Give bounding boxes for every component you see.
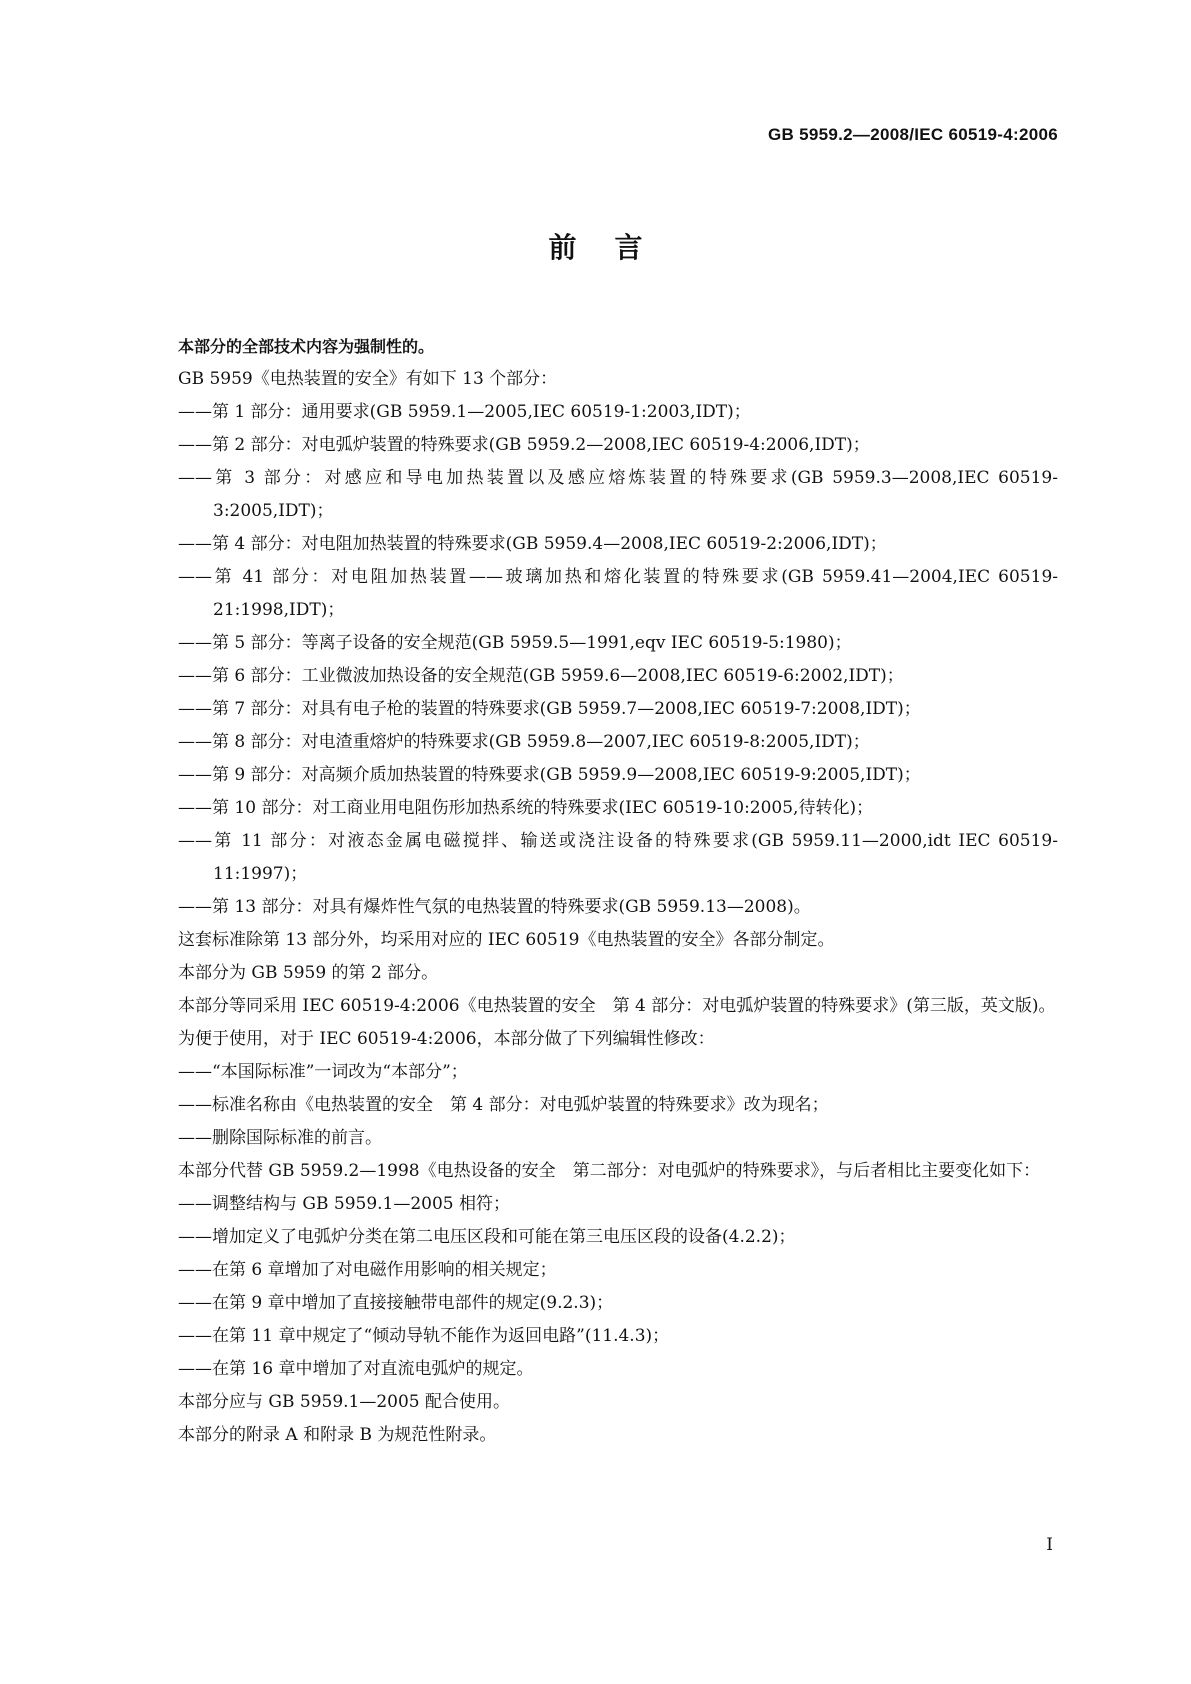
editorial-change-item: ——标准名称由《电热装置的安全 第 4 部分：对电弧炉装置的特殊要求》改为现名； bbox=[178, 1095, 829, 1115]
part-item-2: ——第 2 部分：对电弧炉装置的特殊要求(GB 5959.2—2008,IEC 60519-4:2006,IDT)； bbox=[178, 435, 870, 455]
main-change-item: ——在第 11 章中规定了“倾动导轨不能作为返回电路”(11.4.3)； bbox=[178, 1326, 670, 1346]
equivalent-paragraph: 本部分等同采用 IEC 60519-4:2006《电热装置的安全 第 4 部分：对电弧炉装置的特殊要求》(第三版，英文版)。 bbox=[178, 996, 1056, 1016]
annex-paragraph: 本部分的附录 A 和附录 B 为规范性附录。 bbox=[178, 1425, 497, 1445]
main-change-item: ——在第 16 章中增加了对直流电弧炉的规定。 bbox=[178, 1359, 534, 1379]
part-item-3: ——第 3 部分：对感应和导电加热装置以及感应熔炼装置的特殊要求(GB 5959.3—2008,IEC 60519-3:2005,IDT)； bbox=[178, 468, 1058, 521]
part-item-41: ——第 41 部分：对电阻加热装置——玻璃加热和熔化装置的特殊要求(GB 5959.41—2004,IEC 60519-21:1998,IDT)； bbox=[178, 567, 1058, 620]
part-item-5: ——第 5 部分：等离子设备的安全规范(GB 5959.5—1991,eqv IEC 60519-5:1980)； bbox=[178, 633, 852, 653]
page-title: 前言 bbox=[548, 231, 681, 264]
main-change-item: ——在第 9 章中增加了直接接触带电部件的规定(9.2.3)； bbox=[178, 1293, 614, 1313]
editorial-change-item: ——删除国际标准的前言。 bbox=[178, 1128, 382, 1148]
editorial-paragraph: 为便于使用，对于 IEC 60519-4:2006，本部分做了下列编辑性修改： bbox=[178, 1029, 715, 1049]
part-item-9: ——第 9 部分：对高频介质加热装置的特殊要求(GB 5959.9—2008,IEC 60519-9:2005,IDT)； bbox=[178, 765, 921, 785]
part-item-4: ——第 4 部分：对电阻加热装置的特殊要求(GB 5959.4—2008,IEC 60519-2:2006,IDT)； bbox=[178, 534, 887, 554]
part-item-1: ——第 1 部分：通用要求(GB 5959.1—2005,IEC 60519-1:2003,IDT)； bbox=[178, 402, 751, 422]
part-item-10: ——第 10 部分：对工商业用电阻伤形加热系统的特殊要求(IEC 60519-10:2005,待转化)； bbox=[178, 798, 874, 818]
page-number: I bbox=[1046, 1535, 1053, 1555]
use-with-paragraph: 本部分应与 GB 5959.1—2005 配合使用。 bbox=[178, 1392, 511, 1412]
main-change-item: ——增加定义了电弧炉分类在第二电压区段和可能在第三电压区段的设备(4.2.2)； bbox=[178, 1227, 796, 1247]
part-item-13: ——第 13 部分：对具有爆炸性气氛的电热装置的特殊要求(GB 5959.13—2008)。 bbox=[178, 897, 811, 917]
parts-intro: GB 5959《电热装置的安全》有如下 13 个部分： bbox=[178, 369, 558, 389]
preface-body bbox=[152, 330, 1058, 1452]
part-item-6: ——第 6 部分：工业微波加热设备的安全规范(GB 5959.6—2008,IEC 60519-6:2002,IDT)； bbox=[178, 666, 904, 686]
replaces-paragraph: 本部分代替 GB 5959.2—1998《电热设备的安全 第二部分：对电弧炉的特殊要求》，与后者相比主要变化如下： bbox=[178, 1161, 1041, 1181]
adoption-paragraph: 这套标准除第 13 部分外，均采用对应的 IEC 60519《电热装置的安全》各部分制定。 bbox=[178, 930, 835, 950]
editorial-change-item: ——“本国际标准”一词改为“本部分”； bbox=[178, 1062, 468, 1082]
mandatory-statement: 本部分的全部技术内容为强制性的。 bbox=[178, 337, 435, 356]
part-item-7: ——第 7 部分：对具有电子枪的装置的特殊要求(GB 5959.7—2008,IEC 60519-7:2008,IDT)； bbox=[178, 699, 921, 719]
this-part-paragraph: 本部分为 GB 5959 的第 2 部分。 bbox=[178, 963, 439, 983]
part-item-11: ——第 11 部分：对液态金属电磁搅拌、输送或浇注设备的特殊要求(GB 5959.11—2000,idt IEC 60519-11:1997)； bbox=[178, 831, 1058, 884]
standard-code-header: GB 5959.2—2008/IEC 60519-4:2006 bbox=[768, 125, 1058, 144]
main-change-item: ——调整结构与 GB 5959.1—2005 相符； bbox=[178, 1194, 511, 1214]
main-change-item: ——在第 6 章增加了对电磁作用影响的相关规定； bbox=[178, 1260, 557, 1280]
part-item-8: ——第 8 部分：对电渣重熔炉的特殊要求(GB 5959.8—2007,IEC 60519-8:2005,IDT)； bbox=[178, 732, 870, 752]
